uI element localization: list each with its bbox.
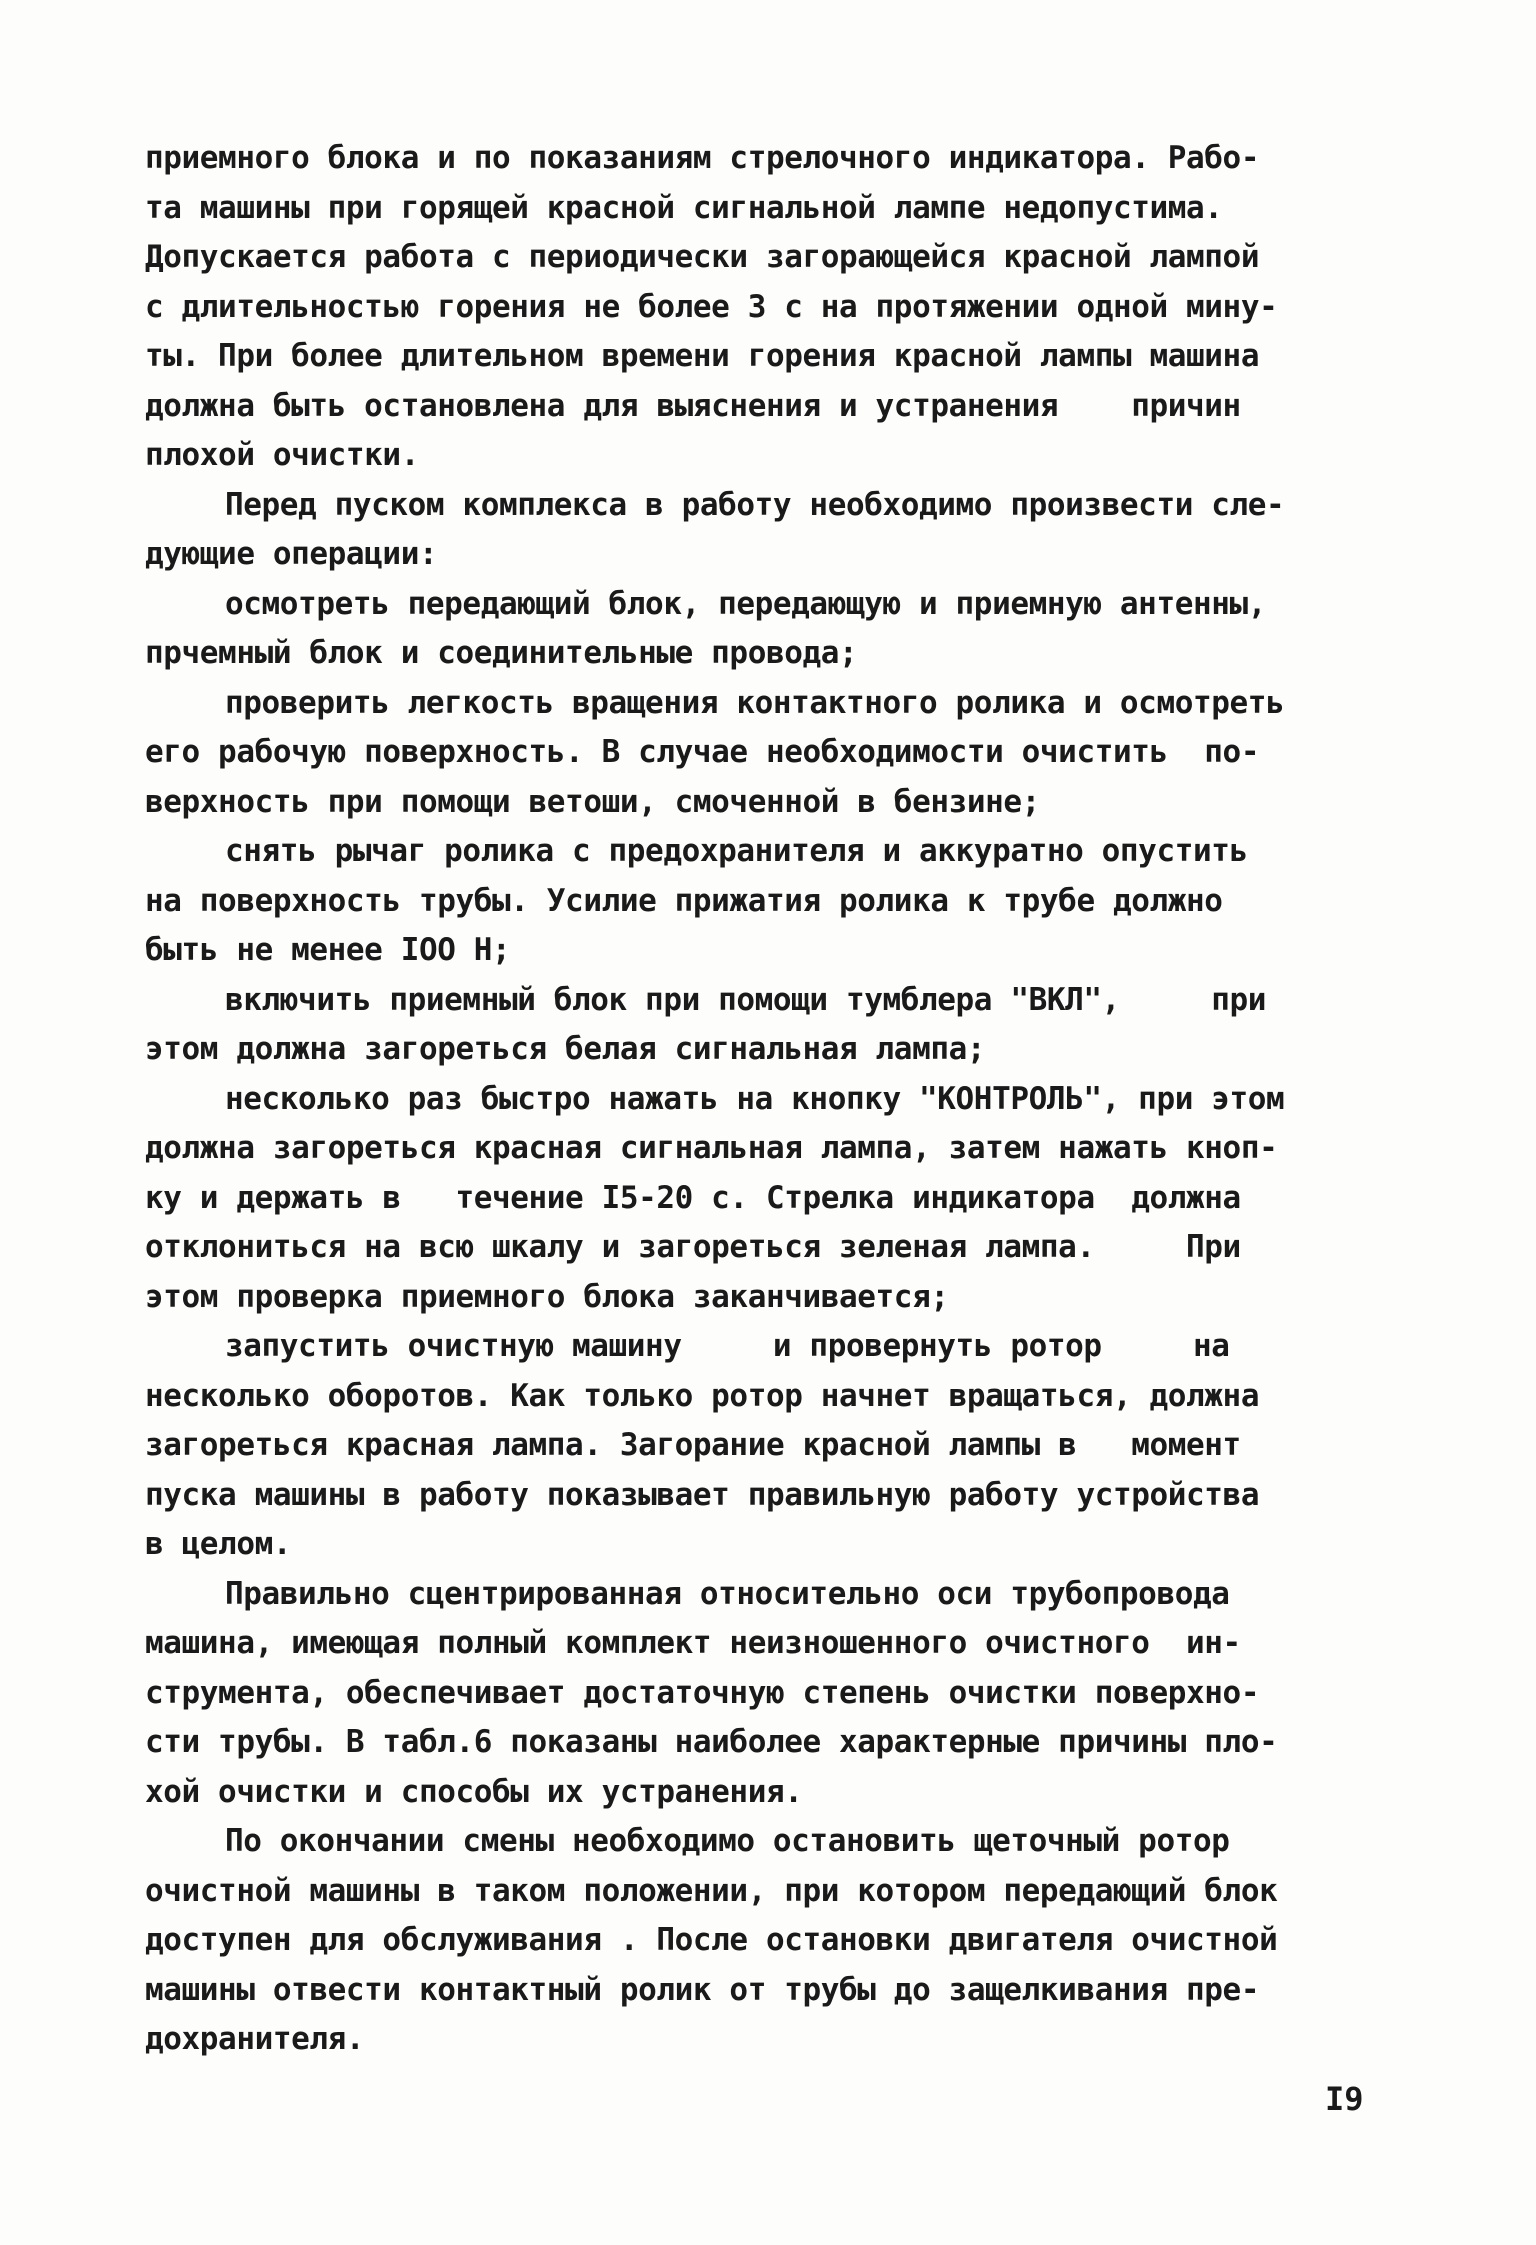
text-line: ку и держать в течение I5-20 с. Стрелка индикатора должна bbox=[145, 1179, 1241, 1216]
page-number: I9 bbox=[1325, 2080, 1364, 2118]
text-line: прчемный блок и соединительные провода; bbox=[145, 635, 858, 671]
text-line: этом проверка приемного блока заканчивается; bbox=[145, 1278, 949, 1315]
text-line: запустить очистную машину и провернуть ротор на bbox=[225, 1328, 1230, 1364]
text-line: снять рычаг ролика с предохранителя и аккуратно опустить bbox=[225, 833, 1248, 869]
text-line: должна загореться красная сигнальная лампа, затем нажать кноп- bbox=[145, 1130, 1278, 1166]
text-line: должна быть остановлена для выяснения и устранения причин bbox=[145, 387, 1241, 424]
text-line: Допускается работа с периодически загорающейся красной лампой bbox=[145, 239, 1260, 275]
text-line: этом должна загореться белая сигнальная лампа; bbox=[145, 1031, 986, 1067]
text-line: та машины при горящей красной сигнальной лампе недопустима. bbox=[145, 189, 1223, 226]
text-line: в целом. bbox=[145, 1526, 292, 1562]
text-line: быть не менее IOO Н; bbox=[145, 932, 511, 968]
text-line: машина, имеющая полный комплект неизношенного очистного ин- bbox=[145, 1625, 1241, 1661]
text-line: ты. При более длительном времени горения красной лампы машина bbox=[145, 338, 1260, 374]
text-line: загореться красная лампа. Загорание красной лампы в момент bbox=[145, 1427, 1241, 1463]
body-text bbox=[145, 134, 1390, 2065]
text-line: приемного блока и по показаниям стрелочного индикатора. Рабо- bbox=[145, 140, 1260, 176]
text-line: Правильно сцентрированная относительно оси трубопровода bbox=[225, 1575, 1230, 1612]
text-line: осмотреть передающий блок, передающую и приемную антенны, bbox=[225, 585, 1267, 622]
text-line: верхность при помощи ветоши, смоченной в бензине; bbox=[145, 783, 1040, 820]
text-line: плохой очистки. bbox=[145, 437, 419, 473]
text-line: несколько оборотов. Как только ротор начнет вращаться, должна bbox=[145, 1377, 1260, 1414]
text-line: По окончании смены необходимо остановить щеточный ротор bbox=[225, 1823, 1230, 1859]
text-line: Перед пуском комплекса в работу необходимо произвести сле- bbox=[225, 486, 1285, 523]
text-line: несколько раз быстро нажать на кнопку "КОНТРОЛЬ", при этом bbox=[225, 1080, 1285, 1117]
text-line: с длительностью горения не более 3 с на протяжении одной мину- bbox=[145, 288, 1278, 325]
text-line: проверить легкость вращения контактного ролика и осмотреть bbox=[225, 684, 1285, 721]
text-line: сти трубы. В табл.6 показаны наиболее характерные причины пло- bbox=[145, 1724, 1278, 1760]
text-line: машины отвести контактный ролик от трубы до защелкивания пре- bbox=[145, 1971, 1260, 2008]
text-line: пуска машины в работу показывает правильную работу устройства bbox=[145, 1476, 1260, 1513]
text-line: его рабочую поверхность. В случае необходимости очистить по- bbox=[145, 734, 1260, 770]
text-line: включить приемный блок при помощи тумблера "ВКЛ", при bbox=[225, 981, 1267, 1018]
text-line: дующие операции: bbox=[145, 536, 438, 572]
text-line: струмента, обеспечивает достаточную степень очистки поверхно- bbox=[145, 1674, 1260, 1711]
text-line: очистной машины в таком положении, при котором передающий блок bbox=[145, 1872, 1278, 1909]
text-line: на поверхность трубы. Усилие прижатия ролика к трубе должно bbox=[145, 882, 1223, 919]
text-line: доступен для обслуживания . После остановки двигателя очистной bbox=[145, 1922, 1278, 1958]
text-line: хой очистки и способы их устранения. bbox=[145, 1773, 803, 1810]
text-line: дохранителя. bbox=[145, 2021, 365, 2057]
text-line: отклониться на всю шкалу и загореться зеленая лампа. При bbox=[145, 1229, 1241, 1265]
